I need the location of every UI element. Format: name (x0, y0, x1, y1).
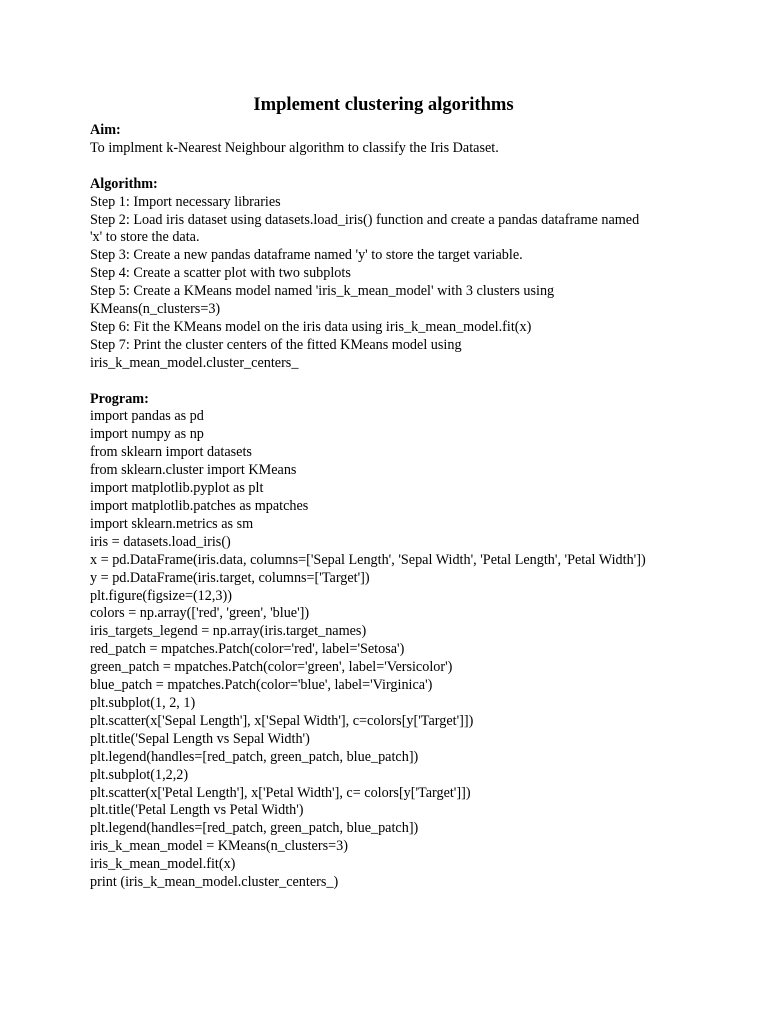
code-line: red_patch = mpatches.Patch(color='red', label='Setosa') (90, 641, 405, 658)
code-line: plt.legend(handles=[red_patch, green_patch, blue_patch]) (90, 820, 419, 837)
code-line: plt.scatter(x['Petal Length'], x['Petal Width'], c= colors[y['Target']]) (90, 784, 471, 801)
program-heading: Program: (90, 390, 149, 407)
code-line: plt.title('Petal Length vs Petal Width') (90, 802, 304, 819)
code-line: plt.scatter(x['Sepal Length'], x['Sepal Width'], c=colors[y['Target']]) (90, 712, 474, 729)
code-line: import matplotlib.patches as mpatches (90, 498, 309, 514)
code-line: plt.title('Sepal Length vs Sepal Width') (90, 730, 310, 747)
algorithm-step: Step 7: Print the cluster centers of the fitted KMeans model using iris_k_mean_model.cluster_centers_ (90, 336, 462, 371)
code-line: x = pd.DataFrame(iris.data, columns=['Sepal Length', 'Sepal Width', 'Petal Length', 'Petal Width']) (90, 551, 646, 568)
algorithm-step: Step 4: Create a scatter plot with two subplots (90, 265, 351, 282)
code-line: green_patch = mpatches.Patch(color='green', label='Versicolor') (90, 659, 453, 676)
algorithm-steps (90, 194, 650, 373)
code-line: blue_patch = mpatches.Patch(color='blue', label='Virginica') (90, 677, 433, 694)
code-line: import pandas as pd (90, 408, 204, 425)
algorithm-heading: Algorithm: (90, 175, 158, 192)
section-spacer (90, 158, 650, 176)
code-line: plt.subplot(1,2,2) (90, 766, 189, 783)
code-line: print (iris_k_mean_model.cluster_centers_) (90, 874, 339, 891)
section-spacer (90, 373, 650, 391)
code-line: plt.subplot(1, 2, 1) (90, 694, 196, 711)
code-line: from sklearn.cluster import KMeans (90, 462, 297, 479)
code-line: import numpy as np (90, 426, 204, 443)
algorithm-step: Step 3: Create a new pandas dataframe named 'y' to store the target variable. (90, 247, 523, 264)
program-code (90, 408, 650, 891)
code-line: colors = np.array(['red', 'green', 'blue']) (90, 605, 310, 622)
code-line: iris_targets_legend = np.array(iris.target_names) (90, 623, 367, 640)
code-line: from sklearn import datasets (90, 444, 252, 461)
algorithm-step: Step 5: Create a KMeans model named 'iris_k_mean_model' with 3 clusters using KMeans(n_clusters=3) (90, 283, 555, 318)
code-line: iris_k_mean_model = KMeans(n_clusters=3) (90, 838, 348, 855)
code-line: import sklearn.metrics as sm (90, 515, 254, 532)
code-line: plt.figure(figsize=(12,3)) (90, 587, 232, 604)
aim-heading: Aim: (90, 122, 121, 138)
algorithm-step: Step 6: Fit the KMeans model on the iris data using iris_k_mean_model.fit(x) (90, 318, 532, 335)
code-line: iris = datasets.load_iris() (90, 533, 231, 550)
algorithm-step: Step 2: Load iris dataset using datasets.load_iris() function and create a pandas dataframe named 'x' to store the data. (90, 211, 640, 246)
document-page (90, 93, 650, 892)
code-line: iris_k_mean_model.fit(x) (90, 856, 236, 873)
code-line: import matplotlib.pyplot as plt (90, 480, 264, 497)
code-line: y = pd.DataFrame(iris.target, columns=['Target']) (90, 569, 370, 586)
algorithm-step: Step 1: Import necessary libraries (90, 193, 281, 210)
aim-text: To implment k-Nearest Neighbour algorithm to classify the Iris Dataset. (90, 139, 499, 156)
code-line: plt.legend(handles=[red_patch, green_patch, blue_patch]) (90, 748, 419, 765)
document-title: Implement clustering algorithms (253, 94, 514, 115)
